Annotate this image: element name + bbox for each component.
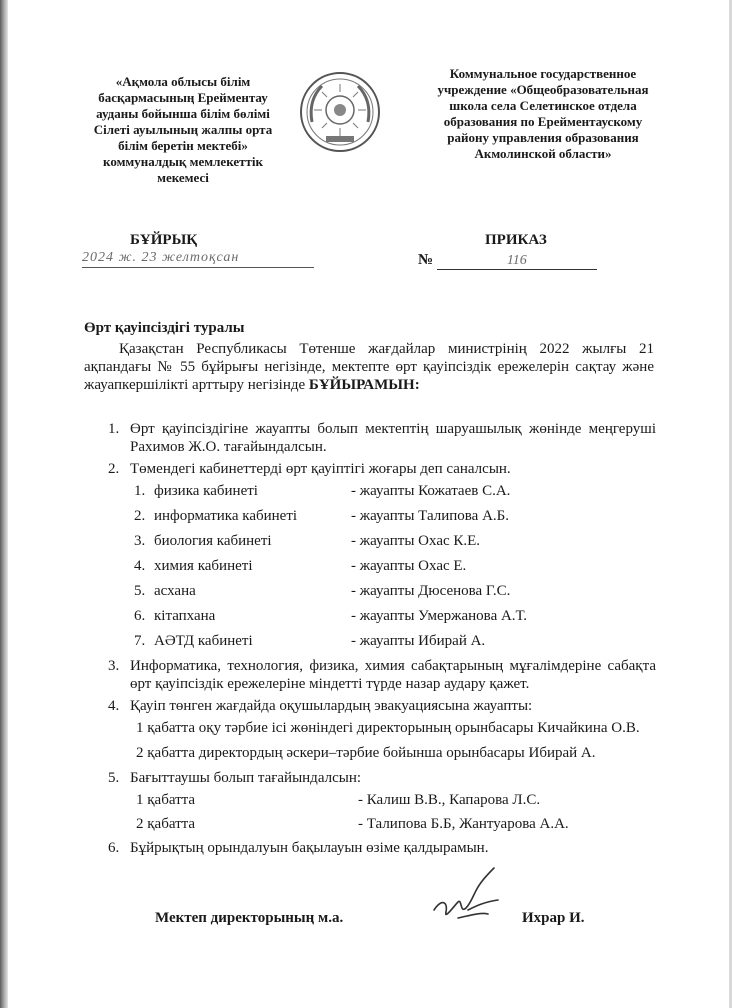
cabinet-row xyxy=(134,582,656,600)
order-number-handwritten: 116 xyxy=(437,253,597,270)
item-text: Төмендегі кабинеттерді өрт қауіптігі жоғары деп саналсын. xyxy=(130,461,511,477)
evacuation-floor-1: 1 қабатта оқу тәрбие ісі жөніндегі директорының орынбасары Кичайкина О.В. xyxy=(136,720,640,736)
item-number: 2. xyxy=(108,461,120,477)
header-kazakh xyxy=(72,74,294,186)
cabinet-row xyxy=(134,532,656,550)
item-number: 5. xyxy=(108,770,120,786)
intro-text: Қазақстан Республикасы Төтенше жағдайлар министрінің 2022 жылғы 21 ақпандағы № 55 бұйрығы негізінде, мектепте өрт қауіпсіздік ережелерін сақтау және жауапкершілікті арттыру негізінде xyxy=(84,341,654,393)
header-russian xyxy=(418,66,668,162)
list-item xyxy=(108,420,656,456)
header-kz-line: «Ақмола облысы білім xyxy=(115,74,251,89)
evacuation-floor-2: 2 қабатта директордың әскери–тәрбие бойынша орынбасары Ибирай А. xyxy=(136,745,596,761)
cabinet-responsible: - жауапты Кожатаев С.А. xyxy=(351,483,511,499)
header-ru-line: району управления образования xyxy=(447,130,639,145)
item-number: 4. xyxy=(108,698,120,714)
order-title-kz: БҰЙРЫҚ xyxy=(130,232,198,248)
cabinet-name: кітапхана xyxy=(154,608,216,624)
cabinet-row xyxy=(134,482,656,500)
cabinets-list xyxy=(134,482,656,650)
state-emblem-icon xyxy=(298,70,382,154)
header-ru-line: Коммунальное государственное xyxy=(449,66,637,81)
cabinet-responsible: - жауапты Охас К.Е. xyxy=(351,533,481,549)
cabinet-number: 7. xyxy=(134,633,146,649)
cabinet-row xyxy=(134,632,656,650)
header-kz-line: Сілеті ауылының жалпы орта xyxy=(93,122,273,137)
order-date-handwritten: 2024 ж. 23 желтоқсан xyxy=(82,250,314,268)
cabinet-row xyxy=(134,607,656,625)
header-ru-line: образования по Ерейментаускому xyxy=(443,114,643,129)
cabinet-number: 2. xyxy=(134,508,146,524)
header-ru-line: Акмолинской области» xyxy=(474,146,612,161)
list-item xyxy=(108,460,656,478)
intro-decree: БҰЙЫРАМЫН: xyxy=(308,377,420,393)
order-number xyxy=(418,252,597,270)
cabinet-number: 3. xyxy=(134,533,146,549)
list-item xyxy=(108,769,656,787)
item-number: 6. xyxy=(108,840,120,856)
scan-shadow-edge xyxy=(0,0,8,1008)
director-signature-icon xyxy=(428,862,508,932)
item-text: Информатика, технология, физика, химия сабақтарының мұғалімдеріне сабақта өрт қауіпсіздік ережелеріне міндетті түрде назар аудару қажет. xyxy=(130,658,656,692)
guide-row xyxy=(136,791,656,809)
number-prefix: № xyxy=(418,252,434,268)
guide-row xyxy=(136,815,656,833)
cabinet-name: химия кабинеті xyxy=(154,558,253,574)
list-item xyxy=(108,657,656,693)
item-text: Бұйрықтың орындалуын бақылауын өзіме қалдырамын. xyxy=(130,840,489,856)
cabinet-responsible: - жауапты Умержанова А.Т. xyxy=(351,608,527,624)
header-ru-line: школа села Селетинское отдела xyxy=(449,98,637,113)
intro-paragraph xyxy=(84,340,654,394)
guide-names: - Калиш В.В., Капарова Л.С. xyxy=(358,792,541,808)
cabinet-number: 6. xyxy=(134,608,146,624)
cabinet-responsible: - жауапты Охас Е. xyxy=(351,558,467,574)
header-kz-line: білім беретін мектебі» xyxy=(118,138,248,153)
item-text: Қауіп төнген жағдайда оқушылардың эвакуациясына жауапты: xyxy=(130,698,533,714)
list-item xyxy=(108,697,656,715)
cabinet-name: АӘТД кабинеті xyxy=(154,633,253,649)
cabinet-name: физика кабинеті xyxy=(154,483,258,499)
cabinet-row xyxy=(134,557,656,575)
guide-floor: 2 қабатта xyxy=(136,816,196,832)
item-text: Өрт қауіпсіздігіне жауапты болып мектептің шаруашылық жөнінде меңгеруші Рахимов Ж.О. тағайындалсын. xyxy=(130,421,656,455)
cabinet-name: информатика кабинеті xyxy=(154,508,298,524)
cabinet-responsible: - жауапты Ибирай А. xyxy=(351,633,486,649)
cabinet-responsible: - жауапты Дюсенова Г.С. xyxy=(351,583,511,599)
cabinet-number: 1. xyxy=(134,483,146,499)
cabinet-name: асхана xyxy=(154,583,196,599)
header-kz-line: ауданы бойынша білім бөлімі xyxy=(96,106,270,121)
header-kz-line: коммуналдық мемлекеттік xyxy=(103,154,263,169)
guide-floor: 1 қабатта xyxy=(136,792,196,808)
signatory-position: Мектеп директорының м.а. xyxy=(155,910,344,926)
header-kz-line: басқармасының Ерейментау xyxy=(98,90,268,105)
order-title-ru: ПРИКАЗ xyxy=(485,232,547,248)
list-item xyxy=(108,839,656,857)
signatory-name: Ихрар И. xyxy=(522,910,585,926)
order-subject: Өрт қауіпсіздігі туралы xyxy=(84,320,245,336)
item-text: Бағыттаушы болып тағайындалсын: xyxy=(130,770,362,786)
order-items-list xyxy=(108,420,656,861)
guide-names: - Талипова Б.Б, Жантуарова А.А. xyxy=(358,816,569,832)
cabinet-name: биология кабинеті xyxy=(154,533,272,549)
item-number: 1. xyxy=(108,421,120,437)
cabinet-responsible: - жауапты Талипова А.Б. xyxy=(351,508,510,524)
cabinet-number: 4. xyxy=(134,558,146,574)
cabinet-number: 5. xyxy=(134,583,146,599)
header-ru-line: учреждение «Общеобразовательная xyxy=(437,82,649,97)
header-kz-line: мекемесі xyxy=(157,170,209,185)
cabinet-row xyxy=(134,507,656,525)
item-number: 3. xyxy=(108,658,120,674)
